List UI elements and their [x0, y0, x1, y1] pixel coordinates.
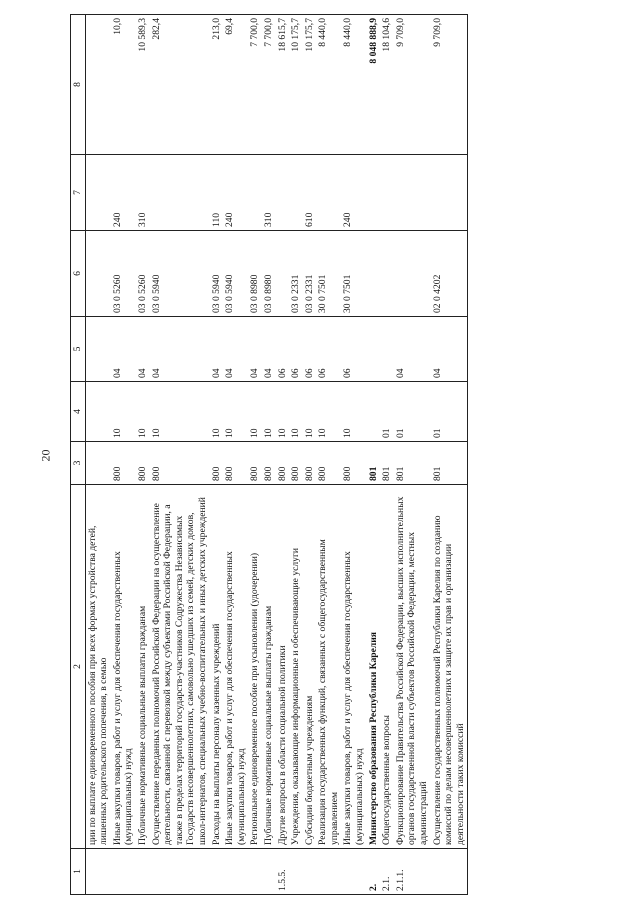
row-rz: 01 — [394, 382, 431, 442]
row-gr: 801 — [431, 442, 468, 485]
row-name: Реализация государственных функций, связанных с общегосударственным управлением — [316, 485, 341, 849]
table-row — [223, 15, 248, 895]
row-pr: 04 — [248, 317, 262, 382]
row-sum: 9 709,0 — [394, 15, 431, 155]
row-vr: 240 — [111, 155, 136, 231]
row-name: ции по выплате единовременного пособия при всех формах устройства детей, лишенных родительского попечения, в семью — [85, 485, 111, 849]
table-row — [289, 15, 303, 895]
table-row — [111, 15, 136, 895]
row-csr — [367, 231, 381, 317]
row-rz: 10 — [303, 382, 317, 442]
row-pr: 04 — [111, 317, 136, 382]
row-sum: 213,0 — [210, 15, 224, 155]
row-rz: 10 — [248, 382, 262, 442]
budget-table — [70, 14, 468, 895]
row-csr: 02 0 4202 — [431, 231, 468, 317]
row-rz: 01 — [380, 382, 394, 442]
table-row — [303, 15, 317, 895]
row-sum: 10,0 — [111, 15, 136, 155]
row-vr — [431, 155, 468, 231]
row-pr: 04 — [431, 317, 468, 382]
column-number-3: 3 — [71, 442, 86, 485]
row-vr — [380, 155, 394, 231]
table-row — [316, 15, 341, 895]
row-vr: 110 — [210, 155, 224, 231]
row-gr: 801 — [380, 442, 394, 485]
row-code — [136, 849, 150, 895]
row-gr — [85, 442, 111, 485]
row-sum: 18 615,7 — [276, 15, 290, 155]
row-sum: 69,4 — [223, 15, 248, 155]
row-name: Иные закупки товаров, работ и услуг для обеспечения государственных (муниципальных) нужд — [111, 485, 136, 849]
row-pr: 06 — [316, 317, 341, 382]
row-name: Иные закупки товаров, работ и услуг для обеспечения государственных (муниципальных) нужд — [341, 485, 366, 849]
row-csr — [380, 231, 394, 317]
row-csr — [276, 231, 290, 317]
row-vr: 610 — [303, 155, 317, 231]
row-sum: 7 700,0 — [262, 15, 276, 155]
row-pr: 06 — [289, 317, 303, 382]
row-rz — [85, 382, 111, 442]
row-csr: 30 0 7501 — [341, 231, 366, 317]
row-gr: 800 — [341, 442, 366, 485]
row-name: Осуществление государственных полномочий Республики Карелия по созданию комиссий по делам несовершеннолетних и защите их прав и организации деятельности таких комиссий — [431, 485, 468, 849]
row-rz: 10 — [341, 382, 366, 442]
row-sum: 10 175,7 — [303, 15, 317, 155]
row-code: 2. — [367, 849, 381, 895]
row-vr: 240 — [223, 155, 248, 231]
row-name: Региональное единовременное пособие при усыновлении (удочерении) — [248, 485, 262, 849]
row-gr: 800 — [150, 442, 210, 485]
table-row — [394, 15, 431, 895]
row-name: Иные закупки товаров, работ и услуг для обеспечения государственных (муниципальных) нужд — [223, 485, 248, 849]
row-csr: 03 0 5260 — [111, 231, 136, 317]
row-code — [248, 849, 262, 895]
row-name: Другие вопросы в области социальной политики — [276, 485, 290, 849]
table-row — [248, 15, 262, 895]
table-row — [150, 15, 210, 895]
row-code — [289, 849, 303, 895]
table-row — [431, 15, 468, 895]
row-vr — [85, 155, 111, 231]
column-number-6: 6 — [71, 231, 86, 317]
row-csr — [394, 231, 431, 317]
row-pr — [367, 317, 381, 382]
row-rz: 10 — [289, 382, 303, 442]
row-code — [262, 849, 276, 895]
row-sum: 8 048 888,9 — [367, 15, 381, 155]
row-sum: 18 104,6 — [380, 15, 394, 155]
row-sum: 10 589,3 — [136, 15, 150, 155]
row-gr: 800 — [210, 442, 224, 485]
column-number-7: 7 — [71, 155, 86, 231]
row-vr — [289, 155, 303, 231]
row-pr: 04 — [150, 317, 210, 382]
table-row — [276, 15, 290, 895]
table-row — [262, 15, 276, 895]
row-sum: 282,4 — [150, 15, 210, 155]
row-name: Публичные нормативные социальные выплаты гражданам — [136, 485, 150, 849]
row-name: Общегосударственные вопросы — [380, 485, 394, 849]
row-csr: 30 0 7501 — [316, 231, 341, 317]
row-pr: 04 — [223, 317, 248, 382]
row-gr: 800 — [111, 442, 136, 485]
row-name: Субсидии бюджетным учреждениям — [303, 485, 317, 849]
rotated-page — [70, 15, 580, 895]
row-gr: 801 — [394, 442, 431, 485]
row-rz: 10 — [262, 382, 276, 442]
row-csr: 03 0 5940 — [223, 231, 248, 317]
row-rz: 10 — [276, 382, 290, 442]
row-sum: 10 175,7 — [289, 15, 303, 155]
row-name: Учреждения, оказывающие информационные и обеспечивающие услуги — [289, 485, 303, 849]
row-gr: 800 — [316, 442, 341, 485]
row-gr: 800 — [136, 442, 150, 485]
row-rz: 10 — [111, 382, 136, 442]
row-vr — [394, 155, 431, 231]
row-rz: 10 — [223, 382, 248, 442]
table-row — [341, 15, 366, 895]
row-sum: 9 709,0 — [431, 15, 468, 155]
row-sum: 8 440,0 — [341, 15, 366, 155]
row-pr: 06 — [276, 317, 290, 382]
row-vr — [276, 155, 290, 231]
column-number-row — [71, 15, 86, 895]
row-rz: 10 — [316, 382, 341, 442]
row-csr: 03 0 5940 — [150, 231, 210, 317]
row-csr — [85, 231, 111, 317]
row-name: Расходы на выплаты персоналу казенных учреждений — [210, 485, 224, 849]
row-code — [431, 849, 468, 895]
row-code — [111, 849, 136, 895]
row-sum: 7 700,0 — [248, 15, 262, 155]
table-row — [367, 15, 381, 895]
row-vr — [248, 155, 262, 231]
row-csr: 03 0 8980 — [248, 231, 262, 317]
row-pr: 06 — [341, 317, 366, 382]
page-number: 20 — [38, 449, 53, 462]
row-csr: 03 0 5260 — [136, 231, 150, 317]
row-csr: 03 0 2331 — [303, 231, 317, 317]
row-vr: 310 — [262, 155, 276, 231]
row-rz: 10 — [136, 382, 150, 442]
row-csr: 03 0 5940 — [210, 231, 224, 317]
column-number-2: 2 — [71, 485, 86, 849]
row-gr: 800 — [223, 442, 248, 485]
row-gr: 800 — [262, 442, 276, 485]
table-row — [85, 15, 111, 895]
row-csr: 03 0 8980 — [262, 231, 276, 317]
row-vr — [367, 155, 381, 231]
row-code: 2.1. — [380, 849, 394, 895]
row-csr: 03 0 2331 — [289, 231, 303, 317]
row-code — [303, 849, 317, 895]
row-code — [316, 849, 341, 895]
row-pr — [85, 317, 111, 382]
row-gr: 800 — [303, 442, 317, 485]
row-name: Публичные нормативные социальные выплаты гражданам — [262, 485, 276, 849]
row-code — [341, 849, 366, 895]
row-vr — [150, 155, 210, 231]
row-name: Министерство образования Республики Карелия — [367, 485, 381, 849]
row-code — [85, 849, 111, 895]
row-rz: 10 — [210, 382, 224, 442]
row-gr: 801 — [367, 442, 381, 485]
row-gr: 800 — [289, 442, 303, 485]
column-number-1: 1 — [71, 849, 86, 895]
row-vr — [316, 155, 341, 231]
row-sum — [85, 15, 111, 155]
table-row — [380, 15, 394, 895]
row-gr: 800 — [248, 442, 262, 485]
column-number-4: 4 — [71, 382, 86, 442]
row-vr: 310 — [136, 155, 150, 231]
row-sum: 8 440,0 — [316, 15, 341, 155]
row-pr: 06 — [303, 317, 317, 382]
row-gr: 800 — [276, 442, 290, 485]
row-code — [150, 849, 210, 895]
column-number-5: 5 — [71, 317, 86, 382]
table-row — [210, 15, 224, 895]
row-code — [223, 849, 248, 895]
row-rz: 10 — [150, 382, 210, 442]
row-vr: 240 — [341, 155, 366, 231]
table-body — [85, 15, 468, 895]
row-pr — [380, 317, 394, 382]
row-pr: 04 — [136, 317, 150, 382]
row-pr: 04 — [210, 317, 224, 382]
row-rz — [367, 382, 381, 442]
row-code: 2.1.1. — [394, 849, 431, 895]
row-name: Функционирование Правительства Российской Федерации, высших исполнительных органов государственной власти субъектов Российской Федерации, местных администраций — [394, 485, 431, 849]
row-rz: 01 — [431, 382, 468, 442]
row-code: 1.5.5. — [276, 849, 290, 895]
column-number-8: 8 — [71, 15, 86, 155]
row-code — [210, 849, 224, 895]
row-pr: 04 — [262, 317, 276, 382]
table-row — [136, 15, 150, 895]
row-pr: 04 — [394, 317, 431, 382]
row-name: Осуществление переданных полномочий Российской Федерации на осуществление деятельности, связанной с перевозкой между субъектами Российской Федерации, а также в пределах территорий государств-участников Содружества Независимых Государств несовершеннолетних, самовольно ушедших из семей, детских домов, школ-интернатов, специальных учебно-воспитательных и иных детских учреждений — [150, 485, 210, 849]
